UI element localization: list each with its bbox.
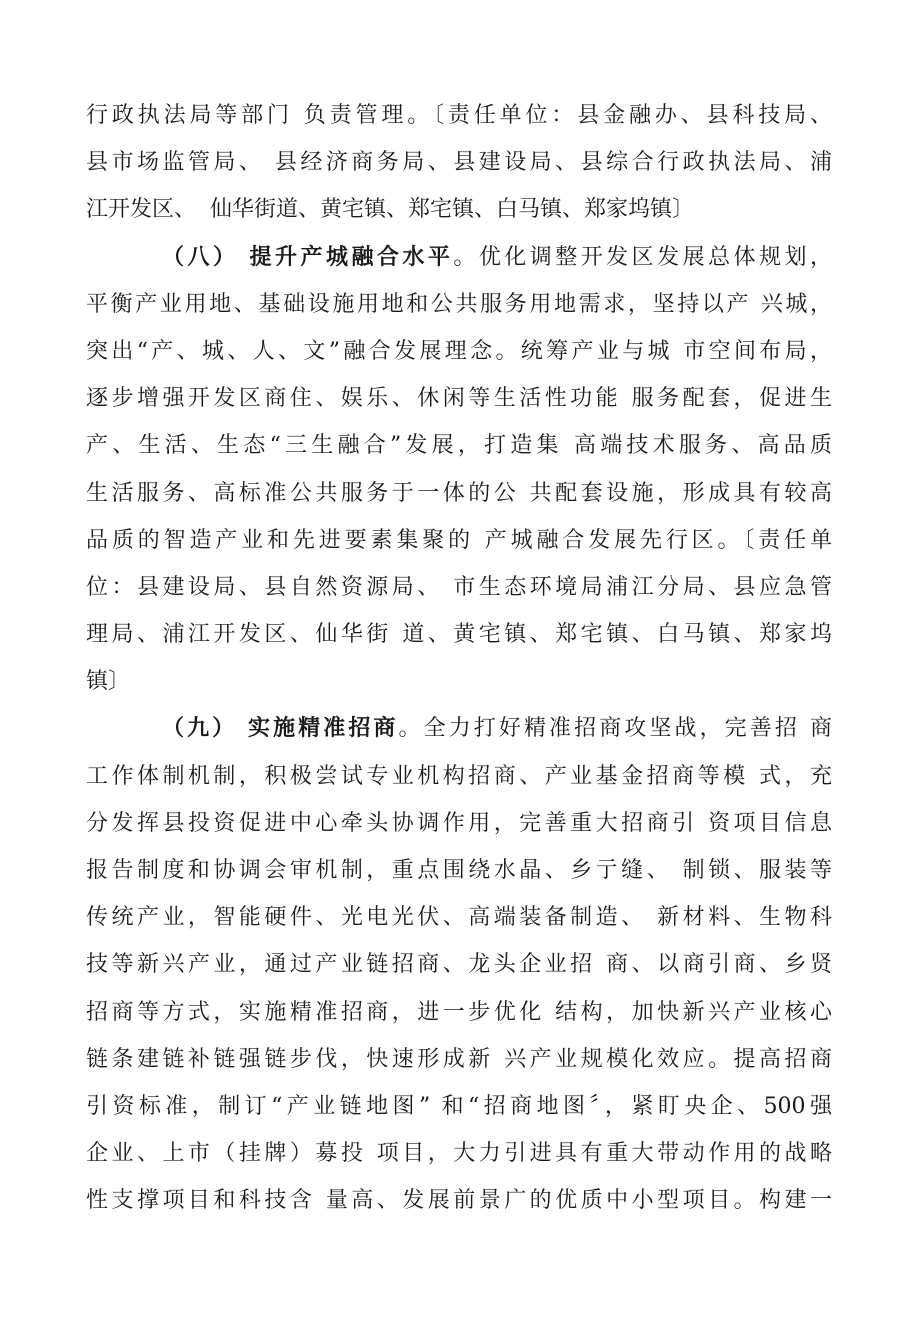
paragraph-line <box>86 1083 832 1130</box>
document-body <box>86 92 832 1225</box>
section-heading: （八） 提升产城融合水平 <box>162 243 454 270</box>
line-text: 性支撑项目和科技含 量高、发展前景广的优质中小型项目。构建一 <box>86 1188 832 1214</box>
paragraph-line <box>86 470 832 517</box>
line-text: 突出“产、城、人、文”融合发展理念。统筹产业与城 市空间布局， <box>86 338 832 364</box>
line-text: 。优化调整开发区发展总体规划， <box>453 244 832 270</box>
line-text: 企业、上市（挂牌）募投 项目，大力引进具有重大带动作用的战略 <box>86 1141 832 1167</box>
paragraph-line <box>86 517 832 564</box>
paragraph-line <box>86 658 832 705</box>
paragraph-line <box>86 1177 832 1224</box>
line-text: 镇〕 <box>86 669 131 695</box>
paragraph-line <box>86 611 832 658</box>
section-heading: （九） 实施精准招商 <box>162 715 399 742</box>
paragraph-line <box>86 847 832 894</box>
paragraph-line <box>86 564 832 611</box>
paragraph-line <box>86 1130 832 1177</box>
section-heading-line <box>86 705 832 752</box>
paragraph-line <box>86 989 832 1036</box>
line-text: 平衡产业用地、基础设施用地和公共服务用地需求，坚持以产 兴城， <box>86 291 832 317</box>
line-text: 链条建链补链强链步伐，快速形成新 兴产业规模化效应。提高招商 <box>86 1046 832 1072</box>
line-text: 行政执法局等部门 负责管理。〔责任单位：县金融办、县科技局、 <box>86 103 832 128</box>
line-text: 。全力打好精准招商攻坚战，完善招 商 <box>398 716 832 742</box>
paragraph-line <box>86 422 832 469</box>
line-text: 分发挥县投资促进中心牵头协调作用，完善重大招商引 资项目信息 <box>86 810 832 836</box>
line-text: 技等新兴产业，通过产业链招商、龙头企业招 商、以商引商、乡贤 <box>86 952 832 978</box>
paragraph-line <box>86 1036 832 1083</box>
line-text: 工作体制机制，积极尝试专业机构招商、产业基金招商等模 式，充 <box>86 763 832 789</box>
paragraph-line <box>86 92 832 139</box>
line-text: 生活服务、高标准公共服务于一体的公 共配套设施，形成具有较高 <box>86 480 832 506</box>
line-text: 报告制度和协调会审机制，重点围绕水晶、乡亍缝、 制锁、服装等 <box>86 858 832 883</box>
line-text: 品质的智造产业和先进要素集聚的 产城融合发展先行区。〔责任单 <box>86 527 832 553</box>
line-text: 逐步增强开发区商住、娱乐、休闲等生活性功能 服务配套，促进生 <box>86 386 832 412</box>
paragraph-line <box>86 894 832 941</box>
paragraph-line <box>86 753 832 800</box>
line-text: 产、生活、生态“三生融合”发展，打造集 高端技术服务、高品质 <box>86 433 832 459</box>
line-text: 传统产业，智能硬件、光电光伏、高端装备制造、 新材料、生物科 <box>86 905 832 931</box>
paragraph-line <box>86 139 832 186</box>
paragraph-line <box>86 328 832 375</box>
line-text: 招商等方式，实施精准招商，进一步优化 结构，加快新兴产业核心 <box>86 999 832 1025</box>
line-text: 位：县建设局、县自然资源局、 市生态环境局浦江分局、县应急管 <box>86 574 832 600</box>
paragraph-line <box>86 941 832 988</box>
line-text: 县市场监管局、 县经济商务局、县建设局、县综合行政执法局、浦 <box>86 150 832 176</box>
line-text: 引资标准，制订“产业链地图” 和“招商地图〞，紧盯央企、500强 <box>86 1093 832 1119</box>
section-heading-line <box>86 234 832 281</box>
line-text: 江开发区、 仙华街道、黄宅镇、郑宅镇、白马镇、郑家坞镇〕 <box>86 197 694 223</box>
paragraph-line <box>86 281 832 328</box>
paragraph-line <box>86 375 832 422</box>
paragraph-line <box>86 186 832 233</box>
line-text: 理局、浦江开发区、仙华街 道、黄宅镇、郑宅镇、白马镇、郑家坞 <box>86 622 832 648</box>
paragraph-line <box>86 800 832 847</box>
